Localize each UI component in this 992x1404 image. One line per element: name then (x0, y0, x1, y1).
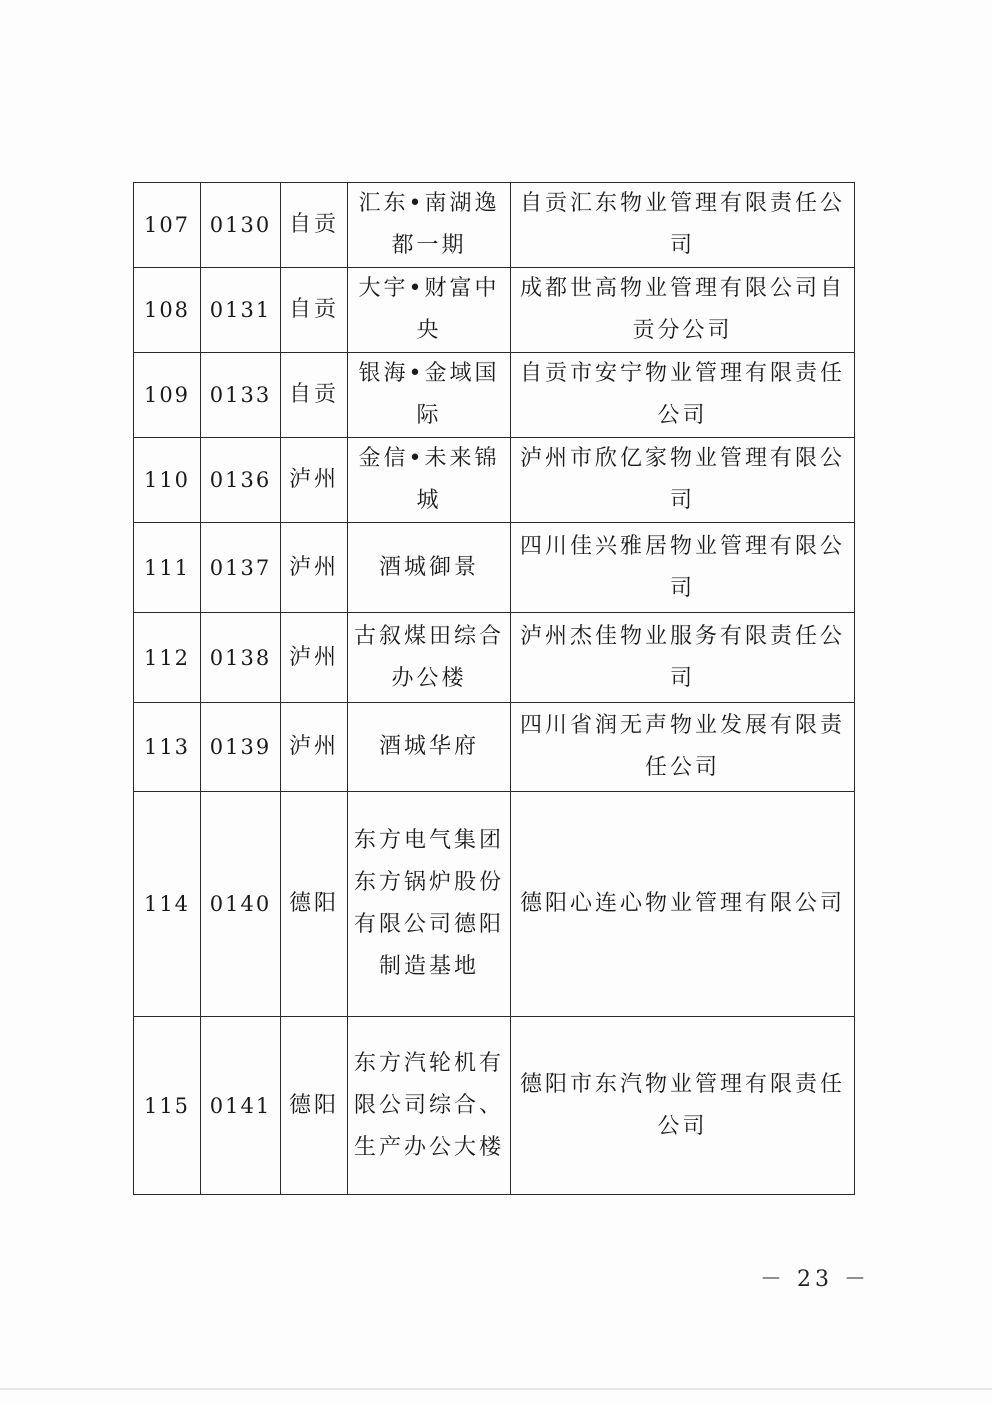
row-company: 自贡汇东物业管理有限责任公司 (511, 183, 855, 268)
row-code: 0139 (201, 703, 281, 792)
row-code: 0138 (201, 613, 281, 703)
row-company: 四川佳兴雅居物业管理有限公司 (511, 523, 855, 613)
row-project-name: 古叙煤田综合办公楼 (348, 613, 511, 703)
row-city: 泸州 (281, 613, 348, 703)
row-number: 111 (134, 523, 201, 613)
table-row (134, 353, 855, 438)
row-project-name: 金信•未来锦城 (348, 438, 511, 523)
row-project-name: 酒城御景 (348, 523, 511, 613)
row-code: 0140 (201, 792, 281, 1017)
row-city: 自贡 (281, 268, 348, 353)
page-number: － 23 － (760, 1267, 870, 1292)
row-code: 0130 (201, 183, 281, 268)
table-row (134, 703, 855, 792)
row-code: 0131 (201, 268, 281, 353)
table-row (134, 613, 855, 703)
row-project-name: 大宇•财富中央 (348, 268, 511, 353)
row-project-name: 汇东•南湖逸都一期 (348, 183, 511, 268)
row-city: 泸州 (281, 438, 348, 523)
row-project-name: 酒城华府 (348, 703, 511, 792)
table-row (134, 1017, 855, 1195)
table-row (134, 523, 855, 613)
property-register-table (133, 182, 855, 1195)
table-row (134, 268, 855, 353)
row-company: 四川省润无声物业发展有限责任公司 (511, 703, 855, 792)
row-company: 泸州市欣亿家物业管理有限公司 (511, 438, 855, 523)
row-number: 113 (134, 703, 201, 792)
table-row (134, 438, 855, 523)
row-number: 108 (134, 268, 201, 353)
row-project-name: 东方汽轮机有限公司综合、生产办公大楼 (348, 1017, 511, 1195)
row-city: 自贡 (281, 183, 348, 268)
row-city: 泸州 (281, 703, 348, 792)
row-city: 德阳 (281, 792, 348, 1017)
row-company: 泸州杰佳物业服务有限责任公司 (511, 613, 855, 703)
row-number: 107 (134, 183, 201, 268)
row-number: 112 (134, 613, 201, 703)
row-project-name: 东方电气集团东方锅炉股份有限公司德阳制造基地 (348, 792, 511, 1017)
row-project-name: 银海•金域国际 (348, 353, 511, 438)
row-code: 0133 (201, 353, 281, 438)
row-company: 德阳心连心物业管理有限公司 (511, 792, 855, 1017)
row-number: 110 (134, 438, 201, 523)
row-code: 0137 (201, 523, 281, 613)
row-city: 德阳 (281, 1017, 348, 1195)
row-city: 自贡 (281, 353, 348, 438)
scan-edge-divider (0, 1388, 992, 1390)
row-number: 114 (134, 792, 201, 1017)
row-city: 泸州 (281, 523, 348, 613)
table-row (134, 792, 855, 1017)
row-company: 德阳市东汽物业管理有限责任公司 (511, 1017, 855, 1195)
row-number: 109 (134, 353, 201, 438)
row-number: 115 (134, 1017, 201, 1195)
table-row (134, 183, 855, 268)
row-code: 0136 (201, 438, 281, 523)
row-code: 0141 (201, 1017, 281, 1195)
row-company: 成都世高物业管理有限公司自贡分公司 (511, 268, 855, 353)
row-company: 自贡市安宁物业管理有限责任公司 (511, 353, 855, 438)
